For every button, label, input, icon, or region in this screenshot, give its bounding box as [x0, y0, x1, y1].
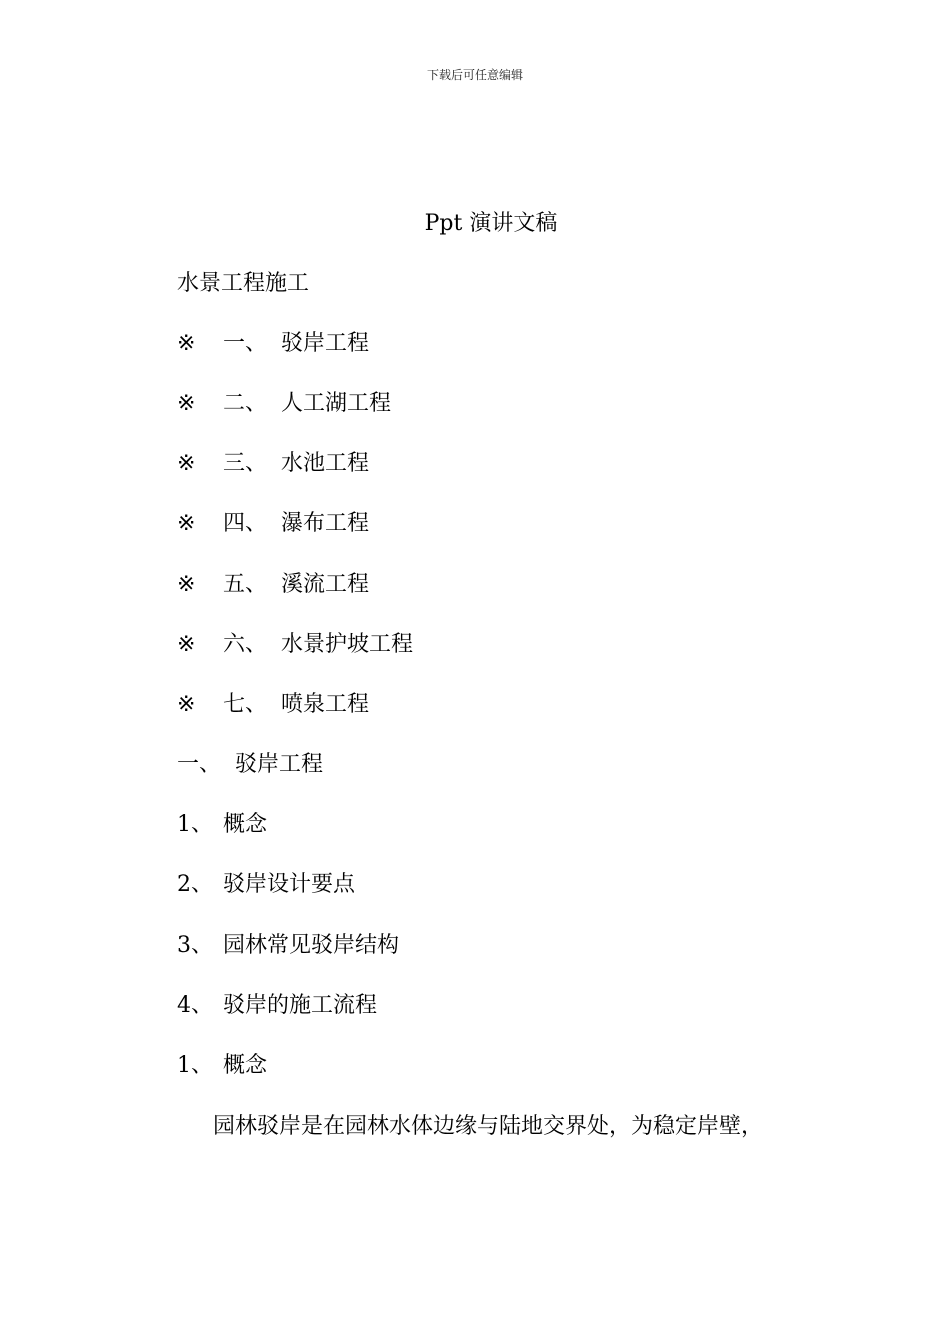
section-number: 一、	[177, 752, 222, 777]
subsection-label: 园林常见驳岸结构	[223, 933, 400, 958]
document-title: Ppt 演讲文稿	[424, 211, 558, 236]
reference-mark-icon: ※	[177, 692, 196, 717]
outline-number: 三、	[223, 451, 268, 476]
reference-mark-icon: ※	[177, 632, 196, 657]
body-paragraph: 园林驳岸是在园林水体边缘与陆地交界处，为稳定岸壁，	[213, 1114, 764, 1139]
outline-item	[177, 509, 369, 539]
subsection-item	[177, 810, 267, 840]
reference-mark-icon: ※	[177, 391, 196, 416]
outline-label: 人工湖工程	[281, 391, 392, 416]
outline-label: 瀑布工程	[281, 511, 370, 536]
outline-number: 五、	[223, 572, 268, 597]
header-note: 下载后可任意编辑	[426, 68, 523, 82]
subsection-label: 驳岸设计要点	[223, 872, 356, 897]
reference-mark-icon: ※	[177, 331, 196, 356]
outline-label: 驳岸工程	[281, 331, 370, 356]
outline-item	[177, 570, 369, 600]
reference-mark-icon: ※	[177, 451, 196, 476]
subsection-number: 4、	[177, 993, 213, 1018]
concept-number: 1、	[177, 1053, 213, 1078]
outline-label: 水景护坡工程	[281, 632, 414, 657]
outline-number: 一、	[223, 331, 268, 356]
subsection-item	[177, 870, 355, 900]
document-subtitle: 水景工程施工	[177, 271, 310, 296]
subsection-number: 3、	[177, 933, 213, 958]
outline-number: 四、	[223, 511, 268, 536]
subsection-item	[177, 991, 377, 1021]
subsection-number: 2、	[177, 872, 213, 897]
outline-item	[177, 630, 413, 660]
outline-label: 喷泉工程	[281, 692, 370, 717]
outline-number: 二、	[223, 391, 268, 416]
reference-mark-icon: ※	[177, 572, 196, 597]
outline-item	[177, 329, 369, 359]
subsection-label: 概念	[223, 812, 268, 837]
section-title: 驳岸工程	[235, 752, 324, 777]
subsection-label: 驳岸的施工流程	[223, 993, 378, 1018]
outline-item	[177, 389, 391, 419]
subsection-number: 1、	[177, 812, 213, 837]
concept-title: 概念	[223, 1053, 268, 1078]
outline-label: 溪流工程	[281, 572, 370, 597]
outline-item	[177, 690, 369, 720]
outline-number: 六、	[223, 632, 268, 657]
reference-mark-icon: ※	[177, 511, 196, 536]
outline-label: 水池工程	[281, 451, 370, 476]
outline-number: 七、	[223, 692, 268, 717]
section-heading	[177, 750, 323, 780]
subsection-item	[177, 931, 399, 961]
outline-item	[177, 449, 369, 479]
concept-heading	[177, 1051, 267, 1081]
